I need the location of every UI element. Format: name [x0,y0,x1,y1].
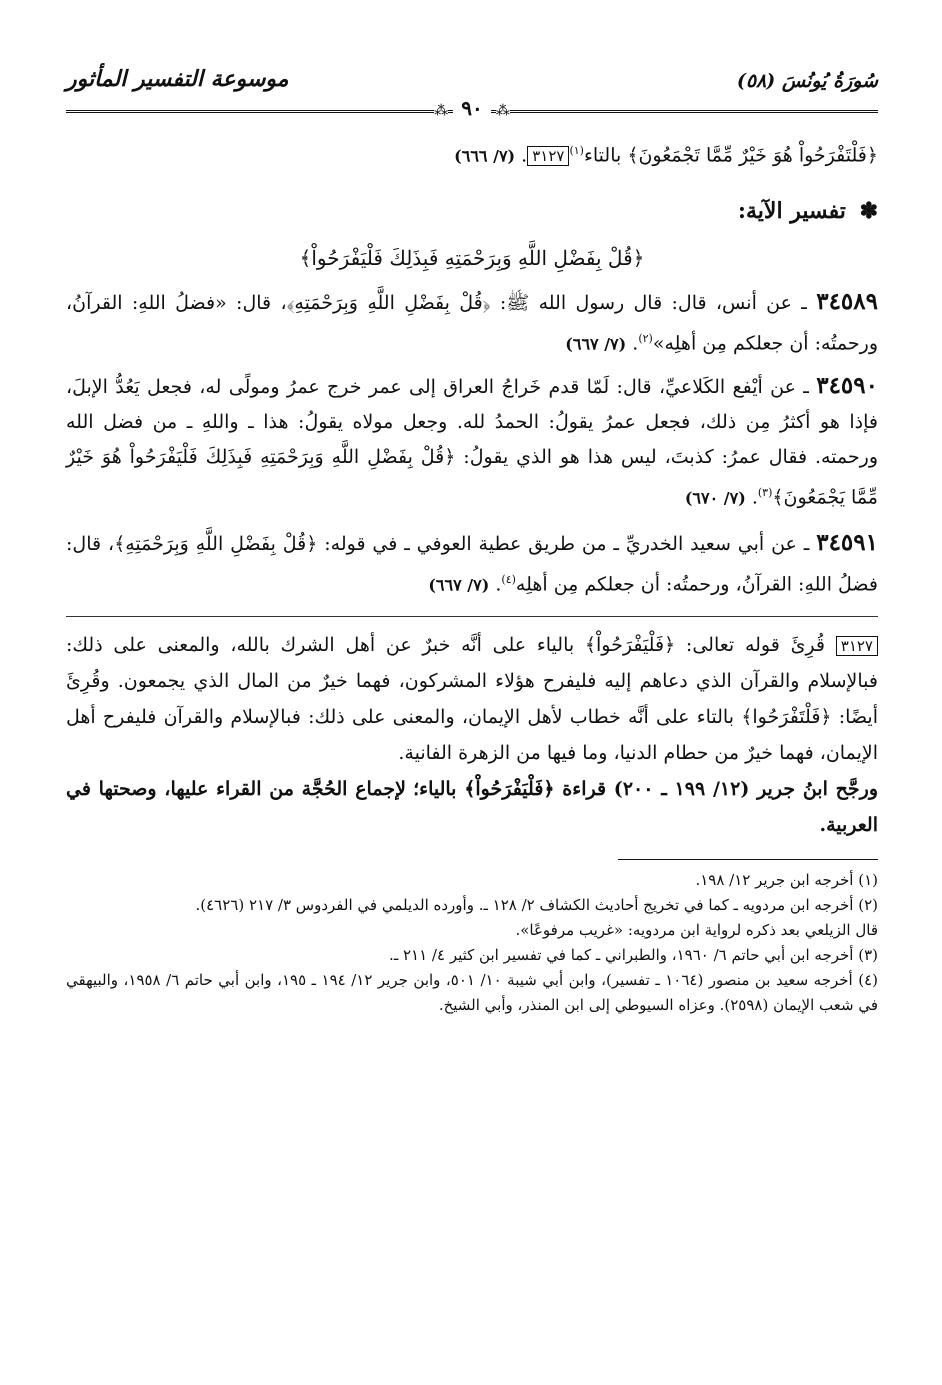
hadith-entry: ٣٤٥٨٩ ـ عن أنس، قال: قال رسول الله ﷺ: ﴿قُلْ بِفَضْلِ اللَّهِ وَبِرَحْمَتِهِ﴾، قال: «فضلُ اللهِ: القرآنُ، ورحمتُه: أن جعلكم مِن أهلِه»$^{(٢)}$. (٧/ ٦٦٧) [66,288,878,355]
gloss-divider [66,616,878,617]
ornament-icon: ⁂ [495,103,510,119]
volume-reference: (٧/ ٦٦٧) [565,334,627,354]
volume-reference: (٧/ ٦٦٦) [454,146,516,166]
footnote-mark: (٣) [757,485,773,499]
footnote: قال الزيلعي بعد ذكره لرواية ابن مردويه: «غريب مرفوعًا». [515,921,878,940]
entry-text: ـ عن أنس، قال: قال رسول الله ﷺ: ﴿قُلْ بِفَضْلِ اللَّهِ وَبِرَحْمَتِهِ﴾، قال: «فضلُ اللهِ: القرآنُ، ورحمتُه: أن جعلكم مِن أهلِه» [66,292,878,355]
footnote: (٢) أخرجه ابن مردويه ـ كما في تخريج أحاديث الكشاف ٢/ ١٢٨ ـ. وأورده الديلمي في الفردوس ٣/ ٢١٧ (٤٦٢٦). [195,896,878,915]
hadith-entry: ٣٤٥٩٠ ـ عن أيْفع الكَلاعيِّ، قال: لَمّا قدم خَراجُ العراق إلى عمر خرج عمرُ ومولًى له، فجعل يَعُدُّ الإبلَ، فإذا هو أكثرُ مِن ذلك، فجعل عمرُ يقولُ: الحمدُ لله. وجعل مولاه يقولُ: هذا ـ واللهِ ـ من فضل الله ورحمته. فقال عمرُ: كذبتَ، ليس هذا هو الذي يقولُ: ﴿قُلْ بِفَضْلِ اللَّهِ وَبِرَحْمَتِهِ فَبِذَلِكَ فَلْيَفْرَحُواْ هُوَ خَيْرٌ مِّمَّا يَجْمَعُونَ﴾$^{(٣)}$. (٧/ ٦٧٠) [66,371,878,508]
commentary-box-number: ٣١٢٧ [527,146,569,166]
ayah-heading: ﴿قُلْ بِفَضْلِ اللَّهِ وَبِرَحْمَتِهِ فَبِذَلِكَ فَلْيَفْرَحُواْ﴾ [299,246,645,271]
commentary-gloss [66,627,878,843]
page-number-block [66,96,878,120]
entry-text: ـ عن أبي سعيد الخدريِّ ـ من طريق عطية العوفي ـ في قوله: ﴿قُلْ بِفَضْلِ اللَّهِ وَبِرَحْمَتِهِ﴾، قال: فضلُ اللهِ: القرآنُ، ورحمتُه: أن جعلكم مِن أهلِه [66,532,878,596]
running-head-surah [737,70,878,92]
footnote: (٣) أخرجه ابن أبي حاتم ٦/ ١٩٦٠، والطبراني ـ كما في تفسير ابن كثير ٤/ ٢١١ ـ. [389,946,878,965]
section-heading [66,198,878,224]
flower-icon: ✽ [859,198,878,225]
page [66,60,878,1018]
entry-number: ٣٤٥٩٠ [816,371,878,399]
gloss-paragraph [66,627,878,771]
page-number: ٩٠ [453,96,490,120]
gloss-text: قُرِئَ قوله تعالى: ﴿فَلْيَفْرَحُواْ﴾ بالياء على أنَّه خبرٌ عن أهل الشرك بالله، والمعنى على ذلك: فبالإسلام والقرآن الذي دعاهم إليه فليفرح هؤلاء المشركون، فهما خيرٌ من المال الذي يجمعون. وقُرِئَ أيضًا: ﴿فَلْتَفْرَحُوا﴾ بالتاء على أنَّه خطاب لأهل الإيمان، والمعنى على ذلك: فبالإسلام والقرآن فليفرح أهل الإيمان، فهما خيرٌ من حطام الدنيا، وما فيها من الزهرة الفانية. [66,634,878,765]
entry-text: ـ عن أيْفع الكَلاعيِّ، قال: لَمّا قدم خَراجُ العراق إلى عمر خرج عمرُ ومولًى له، فجعل يَعُدُّ الإبلَ، فإذا هو أكثرُ مِن ذلك، فجعل عمرُ يقولُ: الحمدُ لله. وجعل مولاه يقولُ: هذا ـ واللهِ ـ من فضل الله ورحمته. فقال عمرُ: كذبتَ، ليس هذا هو الذي يقولُ: ﴿قُلْ بِفَضْلِ اللَّهِ وَبِرَحْمَتِهِ فَبِذَلِكَ فَلْيَفْرَحُواْ هُوَ خَيْرٌ مِّمَّا يَجْمَعُونَ﴾ [66,375,878,508]
footnote: (١) أخرجه ابن جرير ١٢/ ١٩٨. [695,871,878,890]
surah-title: سُورَةُ يُونُسَ [781,70,878,92]
page-header [66,60,878,120]
gloss-preference-text: ورجَّح ابنُ جرير (١٢/ ١٩٩ ـ ٢٠٠) قراءة ﴿فَلْيَفْرَحُواْ﴾ بالياء؛ [413,778,878,801]
footnote: (٤) أخرجه سعيد بن منصور (١٠٦٤ ـ تفسير)، وابن أبي شيبة ١٠/ ٥٠١، وابن جرير ١٢/ ١٩٤ ـ ١٩٥، وابن أبي حاتم ٦/ ١٩٥٨، والبيهقي في شعب الإيمان (٢٥٩٨). وعزاه السيوطي إلى ابن المنذر، وأبي الشيخ. [66,971,878,1015]
footnote-mark: (٢) [638,332,653,346]
surah-verse-number: (٥٨) [736,70,776,92]
gloss-reason-text: لإجماع الحُجَّة من القراء عليها، وصحتها في العربية. [66,778,878,837]
footnote-mark: (١) [569,144,584,157]
footnote-mark: (٤) [501,572,516,586]
quran-quote: ﴿فَلْتَفْرَحُواْ هُوَ خَيْرٌ مِّمَّا تَجْمَعُونَ﴾ بالتاء [583,144,878,167]
entry-number: ٣٤٥٩١ [816,528,878,556]
commentary-box-number: ٣١٢٧ [836,636,878,656]
footnotes [66,868,878,1018]
volume-reference: (٧/ ٦٧٠) [684,487,746,507]
gloss-paragraph [66,771,878,843]
section-title: تفسير الآية: [737,198,846,225]
footnote-rule [618,859,878,860]
entry-number: ٣٤٥٨٩ [816,288,878,316]
volume-reference: (٧/ ٦٦٧) [428,575,490,595]
running-head-book-title: موسوعة التفسير المأثور [66,66,289,92]
continuation-line: ﴿فَلْتَفْرَحُواْ هُوَ خَيْرٌ مِّمَّا تَجْمَعُونَ﴾ بالتاء$^{(١)}$٣١٢٧. (٧/ ٦٦٦) [454,144,878,167]
hadith-entry: ٣٤٥٩١ ـ عن أبي سعيد الخدريِّ ـ من طريق عطية العوفي ـ في قوله: ﴿قُلْ بِفَضْلِ اللَّهِ وَبِرَحْمَتِهِ﴾، قال: فضلُ اللهِ: القرآنُ، ورحمتُه: أن جعلكم مِن أهلِه$^{(٤)}$. (٧/ ٦٦٧) [66,528,878,596]
ornament-icon: ⁂ [434,103,449,119]
